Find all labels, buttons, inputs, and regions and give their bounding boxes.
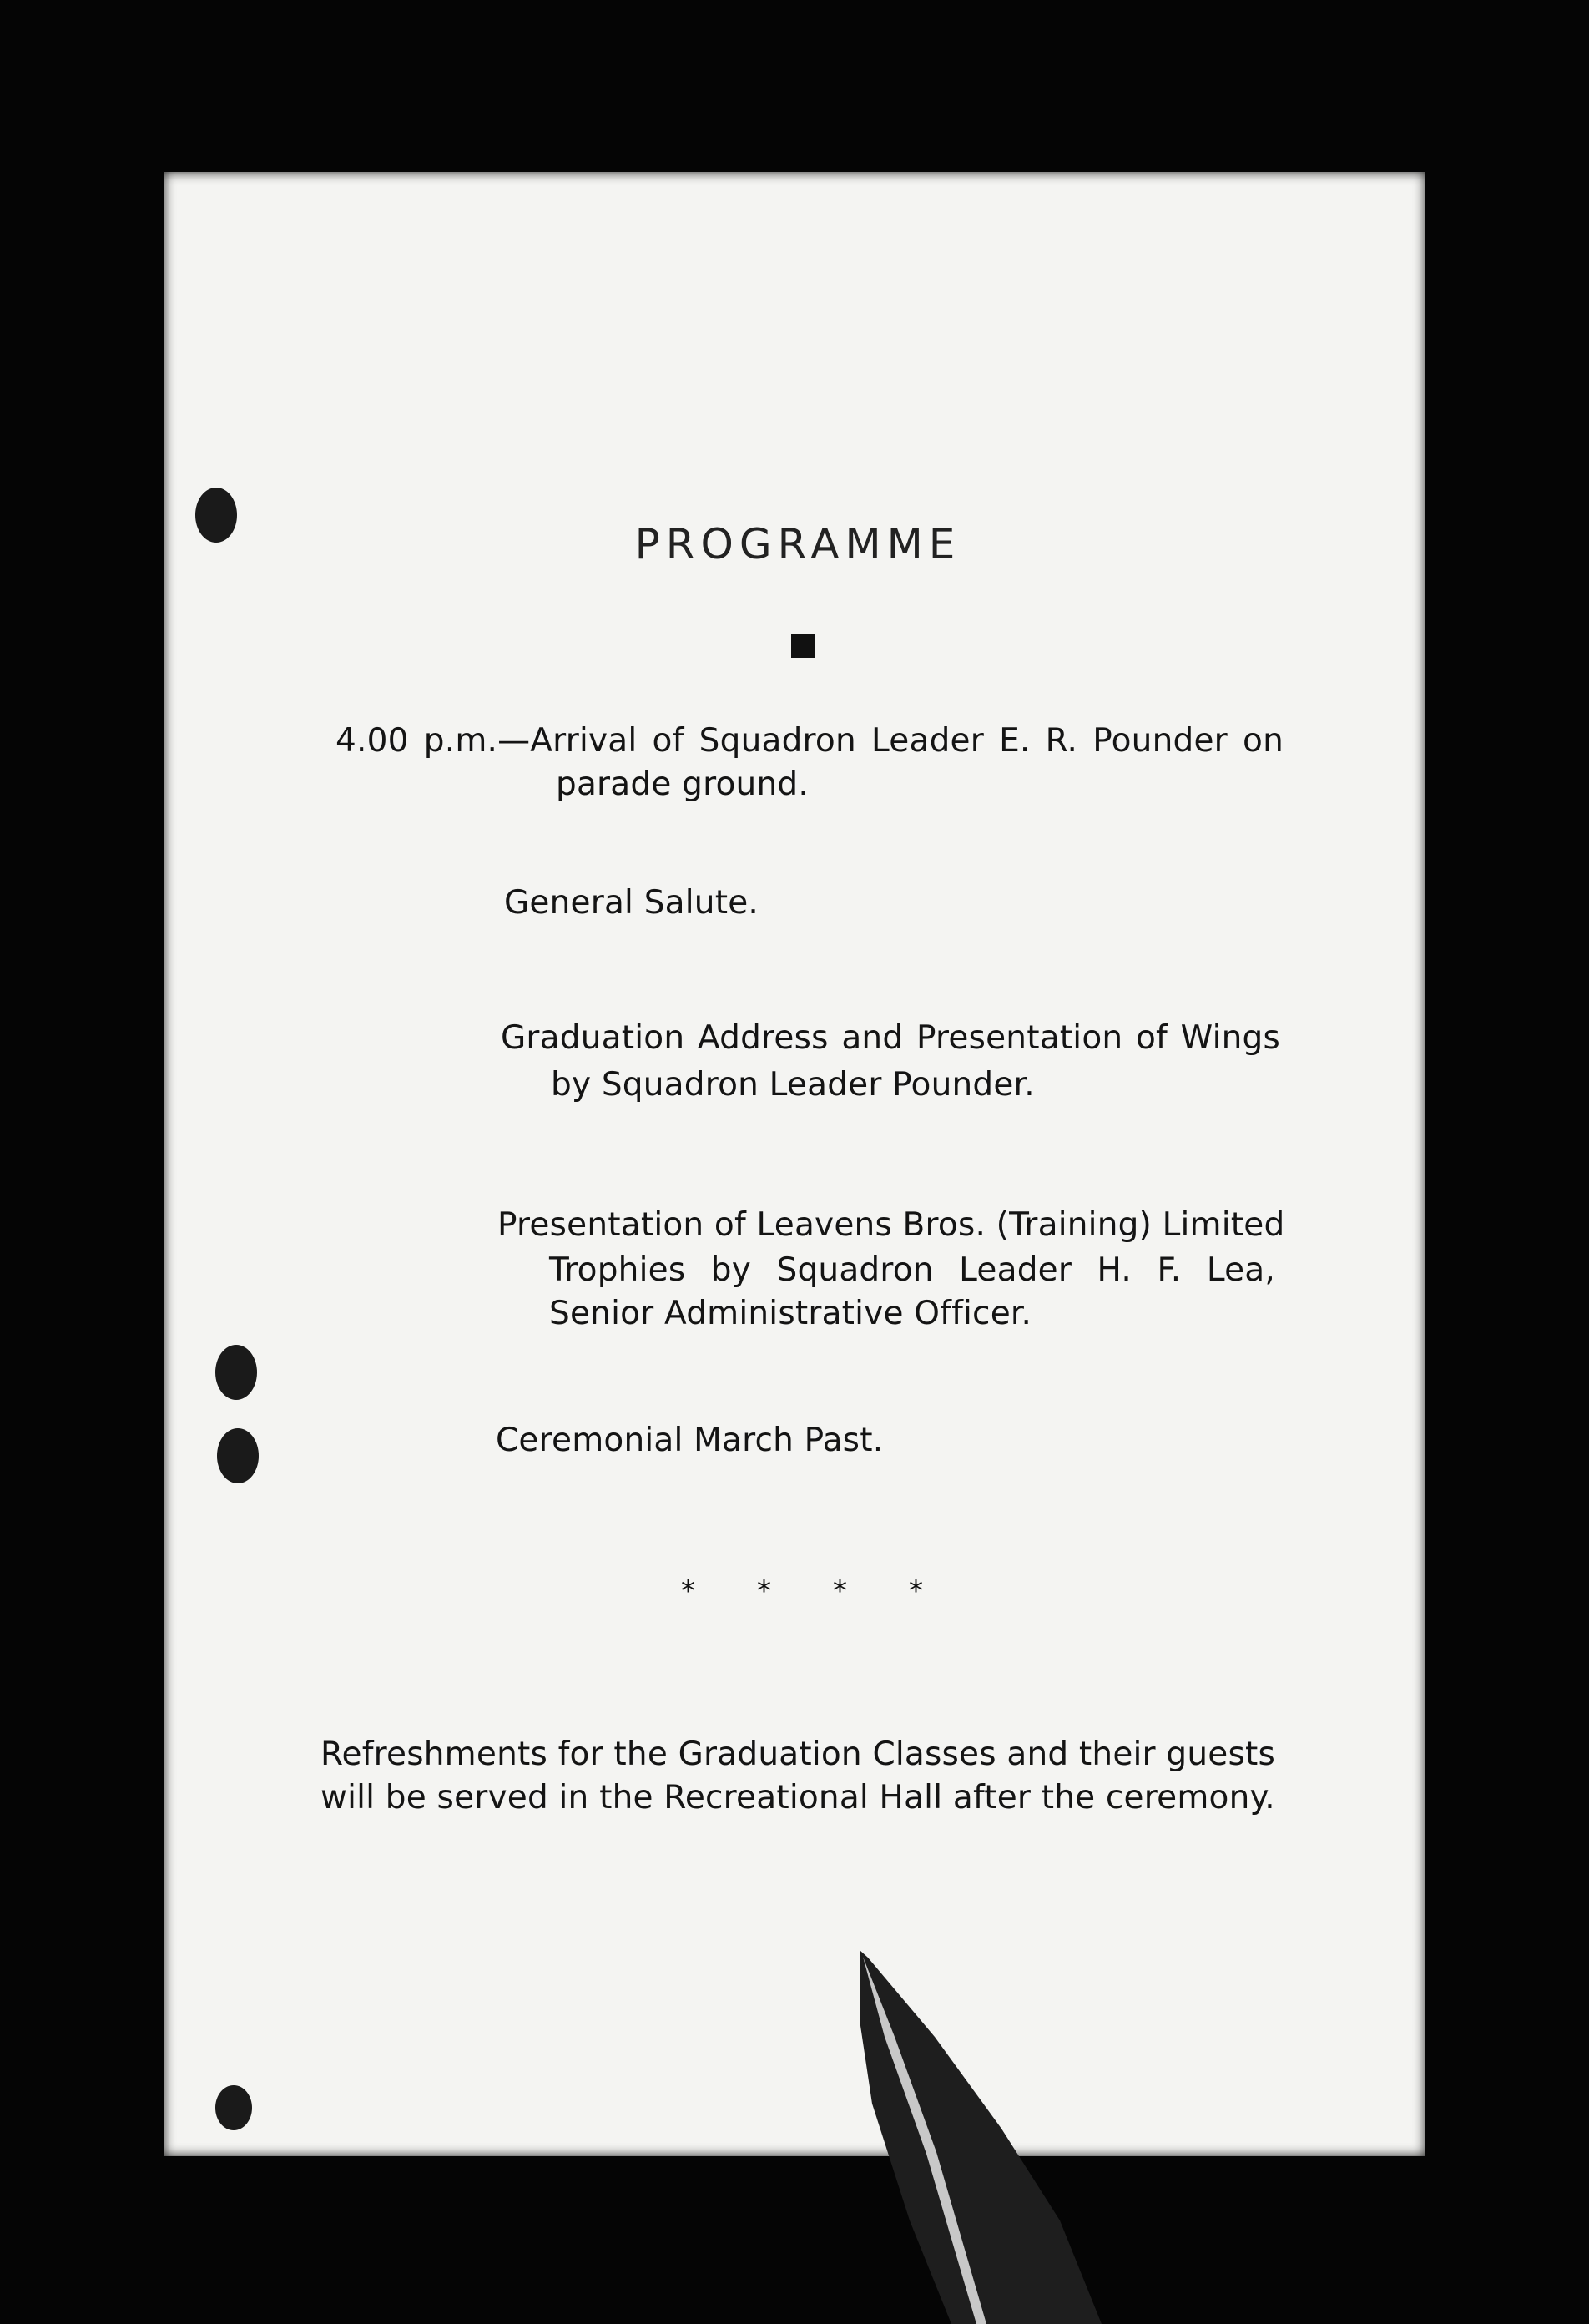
- item-4-line-1: Presentation of Leavens Bros. (Training) Limited: [497, 1206, 1285, 1244]
- separator-star: *: [909, 1574, 923, 1608]
- item-4-line-3: Senior Administrative Officer.: [549, 1295, 1032, 1332]
- footer-line-1: Refreshments for the Graduation Classes and their guests: [320, 1735, 1275, 1773]
- item-2-line-1: General Salute.: [504, 884, 759, 922]
- item-5-line-1: Ceremonial March Past.: [496, 1422, 884, 1459]
- separator-star: *: [833, 1574, 847, 1608]
- separator-star: *: [681, 1574, 695, 1608]
- separator-star: *: [757, 1574, 771, 1608]
- item-3-line-1: Graduation Address and Presentation of Wings: [501, 1019, 1280, 1057]
- item-3-line-2: by Squadron Leader Pounder.: [551, 1066, 1035, 1104]
- item-4-line-2: Trophies by Squadron Leader H. F. Lea,: [549, 1251, 1275, 1289]
- item-1-line-2: parade ground.: [556, 765, 809, 803]
- footer-line-2: will be served in the Recreational Hall after the ceremony.: [320, 1779, 1275, 1816]
- item-1-line-1: 4.00 p.m.—Arrival of Squadron Leader E. R. Pounder on: [335, 722, 1284, 760]
- page-title: PROGRAMME: [634, 520, 961, 568]
